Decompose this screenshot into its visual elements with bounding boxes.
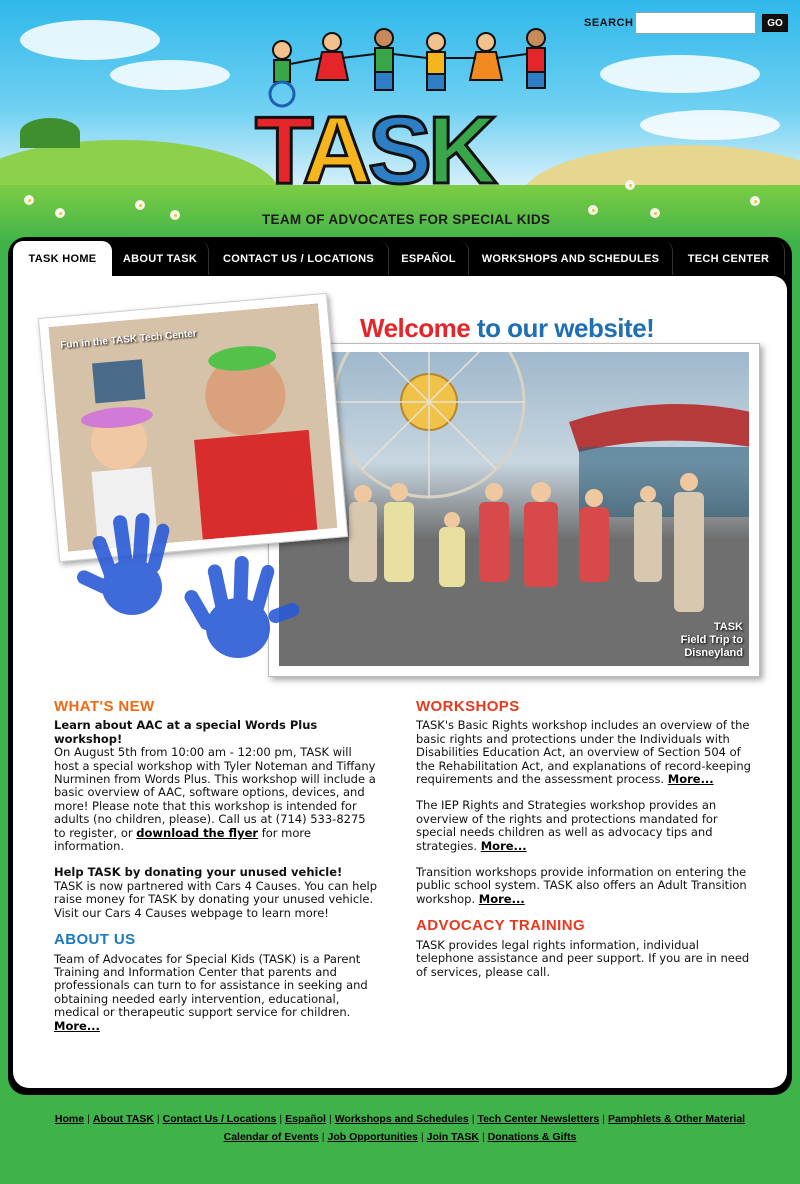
advocacy-heading: ADVOCACY TRAINING xyxy=(416,917,586,935)
footer-separator: | xyxy=(321,1131,325,1143)
workshop-text: The IEP Rights and Strategies workshop provides an overview of the rights and protections mandated for special needs children as well as advocacy tips and strategies. xyxy=(416,798,718,853)
caption-line: TASK xyxy=(713,621,743,633)
tab-tech-center[interactable]: TECH CENTER xyxy=(673,241,785,275)
news-item-aac xyxy=(54,719,380,853)
logo-letter: K xyxy=(427,97,494,204)
footer-separator: | xyxy=(87,1113,90,1125)
left-column xyxy=(54,698,380,1046)
footer-link-newsletters[interactable]: Tech Center Newsletters xyxy=(477,1113,600,1125)
news-body-tail: for more information. xyxy=(54,825,311,854)
tree xyxy=(20,118,80,148)
ferris-wheel-scene xyxy=(279,352,749,666)
footer-link-contact[interactable]: Contact Us / Locations xyxy=(162,1113,277,1125)
tab-contact-us[interactable]: CONTACT US / LOCATIONS xyxy=(209,241,389,275)
workshop-transition xyxy=(416,866,754,906)
disneyland-photo-image xyxy=(279,352,749,666)
cloud xyxy=(20,20,160,60)
footer-link-home[interactable]: Home xyxy=(54,1113,85,1125)
about-us-text xyxy=(54,953,380,1033)
workshop-text: TASK's Basic Rights workshop includes an overview of the basic rights and protections under the Individuals with Disabilities Education Act, an overview of Section 504 of the Rehabilitation Act, and explanations of record-keeping requirements and the assessment process. xyxy=(416,718,751,787)
news-title: Learn about AAC at a special Words Plus workshop! xyxy=(54,718,318,746)
workshop-text: Transition workshops provide information on entering the public school system. TASK also offers an Adult Transition workshop. xyxy=(416,865,747,906)
footer-link-jobs[interactable]: Job Opportunities xyxy=(327,1131,418,1143)
about-body: Team of Advocates for Special Kids (TASK) is a Parent Training and Information Center that parents and professionals can turn to for assistance in seeking and obtaining needed early intervention, educational, medical or therapeutic support service for children. xyxy=(54,951,368,1020)
flower-icon xyxy=(625,180,635,190)
footer-separator: | xyxy=(279,1113,283,1125)
footer-separator: | xyxy=(328,1113,332,1125)
flower-icon xyxy=(650,208,660,218)
cloud xyxy=(600,55,760,93)
footer-link-workshops[interactable]: Workshops and Schedules xyxy=(334,1113,469,1125)
workshop-iep xyxy=(416,799,754,853)
go-button[interactable]: GO xyxy=(762,14,788,32)
logo-letter: S xyxy=(367,97,428,204)
footer-link-join[interactable]: Join TASK xyxy=(426,1131,479,1143)
tab-espanol[interactable]: ESPAÑOL xyxy=(389,241,469,275)
footer-link-about[interactable]: About TASK xyxy=(92,1113,154,1125)
footer-link-calendar[interactable]: Calendar of Events xyxy=(223,1131,319,1143)
cloud xyxy=(110,60,230,90)
flower-icon xyxy=(750,196,760,206)
blue-handprint-icon xyxy=(172,548,302,673)
caption-line: Disneyland xyxy=(684,647,743,659)
welcome-word: Welcome xyxy=(360,313,471,343)
footer-row xyxy=(0,1110,800,1128)
about-us-heading: ABOUT US xyxy=(54,931,136,949)
footer-link-espanol[interactable]: Español xyxy=(285,1113,326,1125)
footer-separator: | xyxy=(420,1131,424,1143)
site-header xyxy=(0,0,800,240)
flower-icon xyxy=(135,200,145,210)
news-body: TASK is now partnered with Cars 4 Causes. You can help raise money for TASK by donating your unused vehicle. Visit our Cars 4 Causes webpage to learn more! xyxy=(54,878,378,920)
right-column xyxy=(416,698,754,992)
logo-letter: T xyxy=(255,97,303,204)
cloud xyxy=(640,110,780,140)
about-more-link[interactable]: More... xyxy=(54,1018,100,1033)
workshop-more-link[interactable]: More... xyxy=(478,891,525,906)
flower-icon xyxy=(588,205,598,215)
search-input[interactable] xyxy=(635,12,756,34)
footer-row xyxy=(0,1128,800,1146)
workshop-basic-rights xyxy=(416,719,754,786)
workshop-more-link[interactable]: More... xyxy=(667,772,714,787)
footer-separator: | xyxy=(602,1113,605,1125)
footer-links xyxy=(0,1110,800,1146)
tab-workshops[interactable]: WORKSHOPS AND SCHEDULES xyxy=(469,241,673,275)
caption-line: Field Trip to xyxy=(680,634,743,646)
workshops-heading: WORKSHOPS xyxy=(416,698,520,715)
welcome-heading xyxy=(360,313,654,344)
search-label: SEARCH xyxy=(584,17,634,29)
news-item-vehicle xyxy=(54,866,380,920)
footer-separator: | xyxy=(481,1131,485,1143)
photo-caption-tech-center: Fun in the TASK Tech Center xyxy=(59,328,198,352)
footer-separator: | xyxy=(471,1113,475,1125)
flower-icon xyxy=(24,195,34,205)
workshop-more-link[interactable]: More... xyxy=(480,838,527,853)
news-title: Help TASK by donating your unused vehicle! xyxy=(54,865,343,880)
flower-icon xyxy=(55,208,65,218)
tab-about-task[interactable]: ABOUT TASK xyxy=(112,241,209,275)
task-logo xyxy=(255,96,565,206)
download-flyer-link[interactable]: download the flyer xyxy=(136,825,259,840)
logo-letter: A xyxy=(302,97,368,204)
site-tagline: TEAM OF ADVOCATES FOR SPECIAL KIDS xyxy=(262,212,551,227)
news-body: On August 5th from 10:00 am - 12:00 pm, TASK will host a special workshop with Tyler Noteman and Tiffany Nurminen from Words Plus. This workshop will include a basic overview of AAC, software options, devices, and more! Please note that this workshop is intended for adults (no children, please). Call us at (714) 533-8275 to register, or xyxy=(54,745,376,840)
photo-caption-disneyland xyxy=(681,621,743,660)
welcome-rest: to our website! xyxy=(470,313,655,343)
tab-task-home[interactable]: TASK HOME xyxy=(13,241,112,277)
footer-separator: | xyxy=(156,1113,160,1125)
advocacy-text: TASK provides legal rights information, individual telephone assistance and peer support. If you are in need of services, please call. xyxy=(416,937,750,979)
footer-link-pamphlets[interactable]: Pamphlets & Other Material xyxy=(607,1113,746,1125)
flower-icon xyxy=(170,210,180,220)
whats-new-heading: WHAT'S NEW xyxy=(54,698,155,715)
footer-link-donations[interactable]: Donations & Gifts xyxy=(487,1131,577,1143)
